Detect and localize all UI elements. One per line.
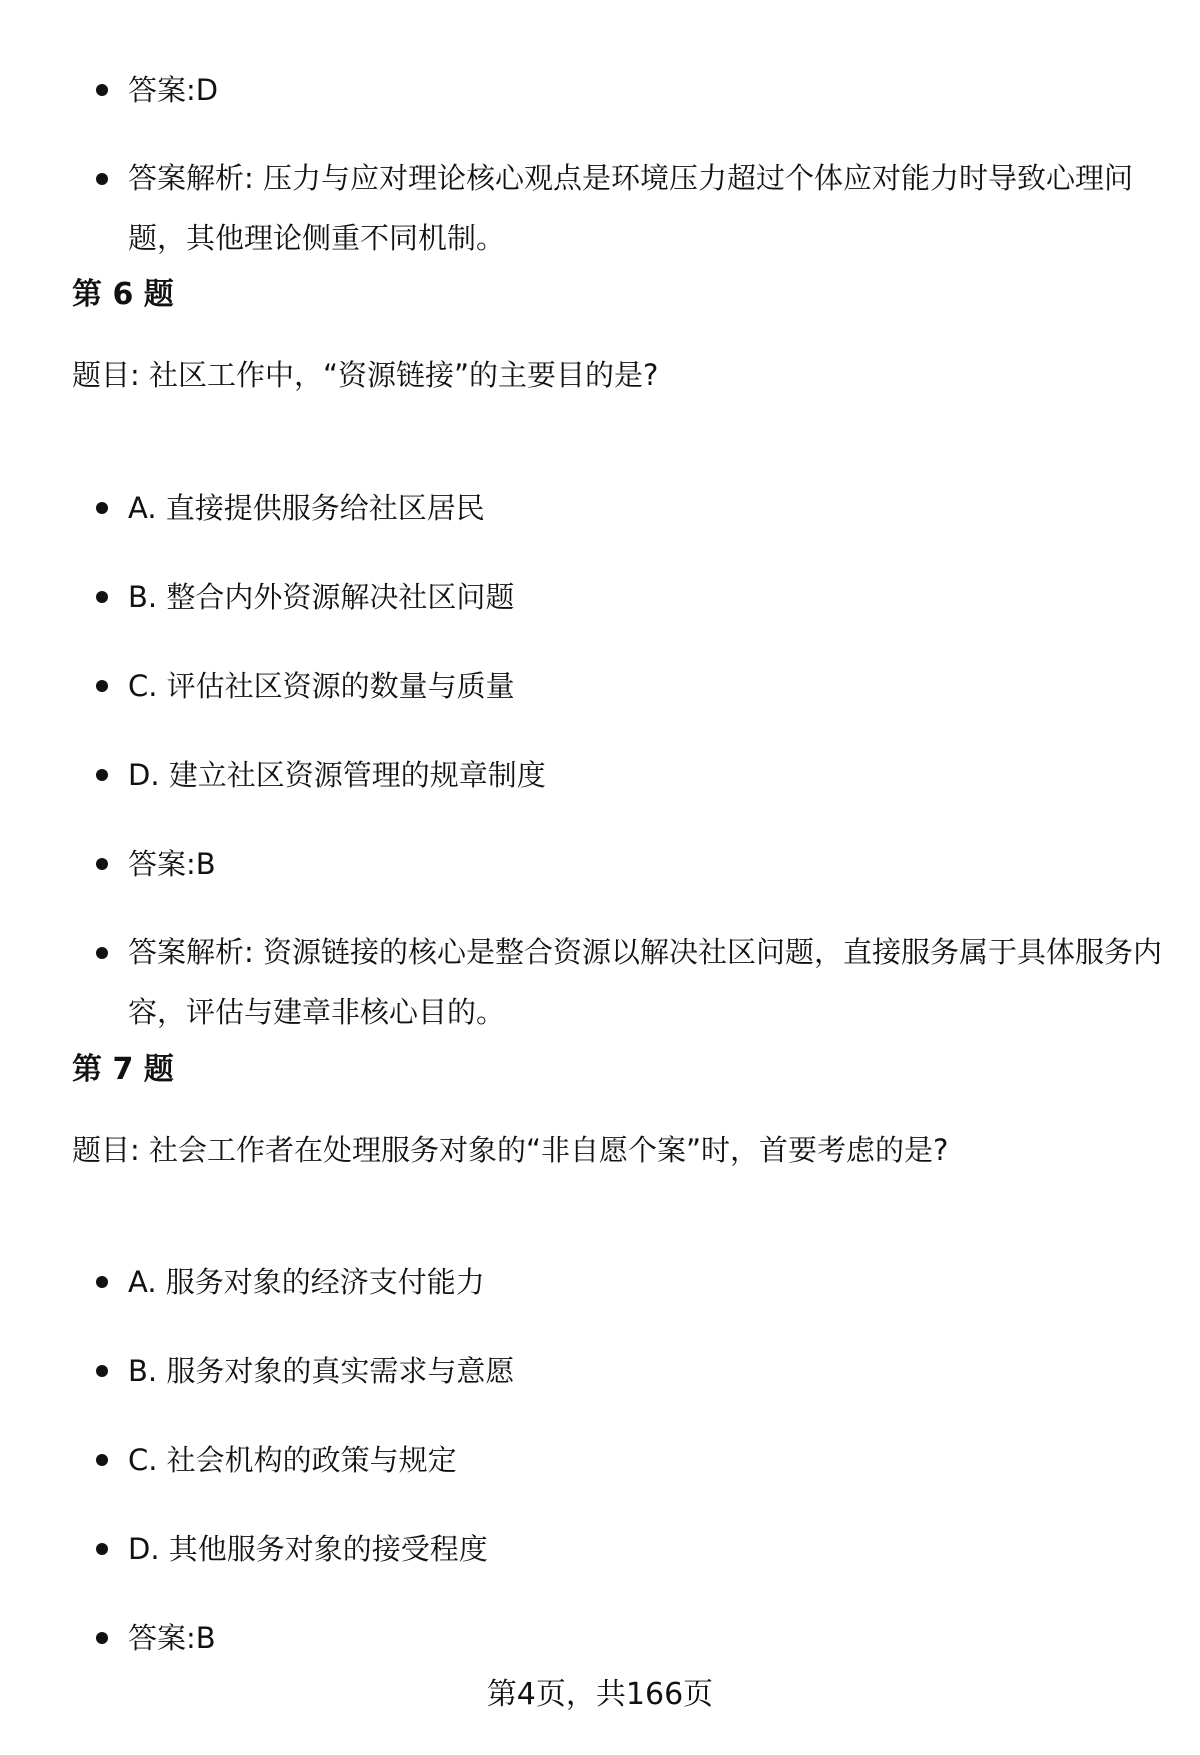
answer-line: 答案:B bbox=[128, 1621, 216, 1655]
bullet-icon bbox=[96, 84, 108, 96]
option-a: A. 直接提供服务给社区居民 bbox=[128, 491, 485, 525]
option-b: B. 服务对象的真实需求与意愿 bbox=[128, 1354, 515, 1388]
question-text: 题目: 社会工作者在处理服务对象的“非自愿个案”时，首要考虑的是? bbox=[72, 1133, 949, 1167]
bullet-icon bbox=[96, 1454, 108, 1466]
explanation-line: 答案解析: 压力与应对理论核心观点是环境压力超过个体应对能力时导致心理问题，其他理论侧重不同机制。 bbox=[128, 161, 1133, 255]
question-text: 题目: 社区工作中，“资源链接”的主要目的是? bbox=[72, 358, 659, 392]
option-c: C. 社会机构的政策与规定 bbox=[128, 1443, 457, 1477]
answer-line: 答案:D bbox=[128, 73, 219, 107]
question-heading: 第 7 题 bbox=[72, 1052, 174, 1087]
answer-line: 答案:B bbox=[128, 847, 216, 881]
bullet-icon bbox=[96, 947, 108, 959]
page-number-footer: 第4页，共166页 bbox=[486, 1677, 714, 1712]
bullet-icon bbox=[96, 858, 108, 870]
bullet-icon bbox=[96, 1276, 108, 1288]
bullet-icon bbox=[96, 1543, 108, 1555]
question-heading: 第 6 题 bbox=[72, 277, 174, 312]
bullet-icon bbox=[96, 1632, 108, 1644]
bullet-icon bbox=[96, 591, 108, 603]
bullet-icon bbox=[96, 502, 108, 514]
option-d: D. 建立社区资源管理的规章制度 bbox=[128, 758, 546, 792]
bullet-icon bbox=[96, 769, 108, 781]
explanation-line: 答案解析: 资源链接的核心是整合资源以解决社区问题，直接服务属于具体服务内容，评估与建章非核心目的。 bbox=[128, 935, 1162, 1029]
option-b: B. 整合内外资源解决社区问题 bbox=[128, 580, 515, 614]
bullet-icon bbox=[96, 1365, 108, 1377]
option-c: C. 评估社区资源的数量与质量 bbox=[128, 669, 515, 703]
option-d: D. 其他服务对象的接受程度 bbox=[128, 1532, 488, 1566]
option-a: A. 服务对象的经济支付能力 bbox=[128, 1265, 485, 1299]
bullet-icon bbox=[96, 680, 108, 692]
bullet-icon bbox=[96, 173, 108, 185]
